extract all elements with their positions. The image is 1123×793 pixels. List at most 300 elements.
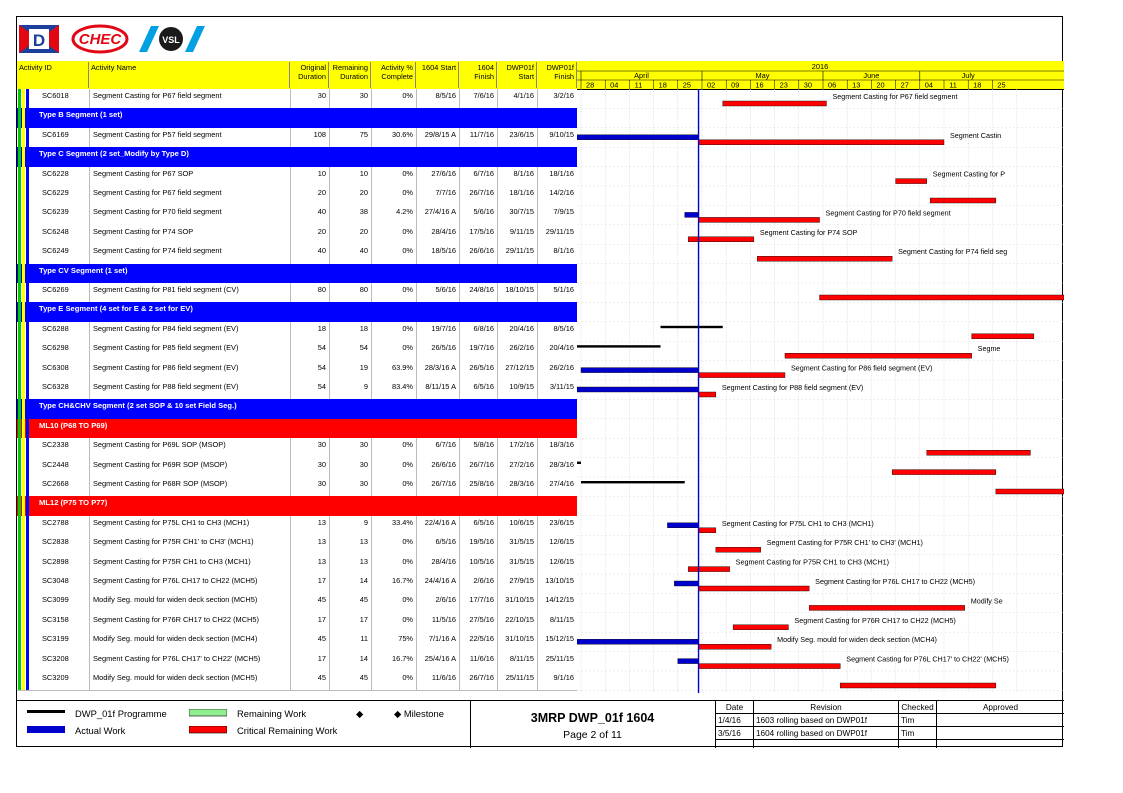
cell-start-dwp01f: 23/6/15: [497, 128, 537, 147]
d-logo-icon: [18, 24, 60, 54]
table-row[interactable]: [17, 555, 577, 575]
cell-finish-dwp01f: 28/3/16: [537, 458, 577, 477]
timeline-year: 2016: [811, 62, 829, 71]
cell-activity-id: SC3158: [42, 614, 69, 624]
table-row[interactable]: [17, 477, 577, 497]
cell-activity-percent: 4.2%: [371, 205, 416, 224]
bar-label: Segment Casting for P76R CH17 to CH22 (MCH5): [794, 615, 956, 625]
cell-remaining-duration: 9: [329, 516, 371, 535]
cell-finish-1604: 6/8/16: [459, 322, 497, 341]
cell-activity-percent: 0%: [371, 458, 416, 477]
cell-activity-id: SC6308: [42, 362, 69, 372]
critical-remaining-bar[interactable]: [699, 528, 716, 533]
legend-remaining-label: Remaining Work: [237, 708, 307, 719]
cell-finish-1604: 26/7/16: [459, 671, 497, 690]
table-row[interactable]: [17, 632, 577, 652]
bar-label: Segment Castin: [950, 130, 1002, 140]
cell-start-1604: 19/7/16: [416, 322, 459, 341]
cell-remaining-duration: 9: [329, 380, 371, 399]
cell-activity-percent: 0%: [371, 477, 416, 496]
gantt-area: [577, 89, 1064, 693]
cell-finish-dwp01f: 27/4/16: [537, 477, 577, 496]
cell-finish-1604: 17/7/16: [459, 593, 497, 612]
cell-start-1604: 2/6/16: [416, 593, 459, 612]
baseline-bar: [581, 481, 685, 483]
bar-label: Segment Casting for P74 SOP: [759, 227, 858, 237]
bar-label: Segment Casting for P75R CH1' to CH3' (MCH1): [766, 538, 923, 548]
critical-remaining-bar[interactable]: [809, 605, 965, 610]
cell-finish-dwp01f: 18/1/16: [537, 167, 577, 186]
baseline-bar: [577, 462, 581, 464]
group-header-row[interactable]: [17, 302, 577, 321]
cell-start-dwp01f: 22/10/15: [497, 613, 537, 632]
cell-remaining-duration: 19: [329, 361, 371, 380]
critical-remaining-bar[interactable]: [996, 489, 1064, 494]
cell-remaining-duration: 30: [329, 477, 371, 496]
critical-remaining-bar[interactable]: [699, 392, 716, 397]
cell-start-1604: 11/5/16: [416, 613, 459, 632]
cell-activity-name: Segment Casting for P84 field segment (EV): [89, 322, 290, 341]
cell-activity-percent: 0%: [371, 613, 416, 632]
cell-start-dwp01f: 28/3/16: [497, 477, 537, 496]
table-row[interactable]: [17, 341, 577, 361]
page-number: Page 2 of 11: [563, 729, 622, 741]
legend-critical-label: Critical Remaining Work: [237, 725, 338, 736]
critical-remaining-bar[interactable]: [892, 470, 996, 475]
rev-empty: [899, 740, 937, 748]
cell-finish-dwp01f: 23/6/15: [537, 516, 577, 535]
table-row[interactable]: [17, 283, 577, 303]
cell-remaining-duration: 20: [329, 186, 371, 205]
cell-activity-id: SC2668: [42, 479, 69, 488]
critical-remaining-bar[interactable]: [896, 179, 927, 184]
cell-remaining-duration: 13: [329, 555, 371, 574]
timeline-week: 30: [803, 80, 813, 89]
cell-original-duration: 18: [290, 322, 329, 341]
table-row[interactable]: [17, 574, 577, 594]
cell-start-dwp01f: 18/1/16: [497, 186, 537, 205]
cell-activity-percent: 0%: [371, 555, 416, 574]
cell-remaining-duration: 14: [329, 652, 371, 671]
critical-remaining-bar[interactable]: [699, 217, 820, 222]
cell-finish-1604: 6/5/16: [459, 516, 497, 535]
group-title: ML12 (P75 TO P77): [39, 498, 108, 508]
timeline-month: May: [755, 71, 770, 80]
diamond-icon: ◆: [356, 708, 364, 719]
actual-bar: [577, 135, 699, 140]
cell-activity-name: Segment Casting for P75L CH1 to CH3 (MCH1): [89, 516, 290, 535]
legend-milestone-label: ◆ Milestone: [394, 708, 444, 719]
critical-remaining-bar[interactable]: [699, 586, 810, 591]
cell-activity-id: SC6328: [42, 382, 69, 391]
cell-activity-name: Segment Casting for P67 SOP: [89, 167, 290, 186]
cell-activity-name: Segment Casting for P88 field segment (EV): [89, 380, 290, 399]
cell-finish-dwp01f: 3/11/15: [537, 380, 577, 399]
timeline-week: 23: [779, 80, 788, 89]
cell-remaining-duration: 11: [329, 632, 371, 651]
cell-activity-percent: 75%: [371, 632, 416, 651]
cell-remaining-duration: 30: [329, 438, 371, 457]
cell-finish-dwp01f: 18/3/16: [537, 438, 577, 457]
cell-activity-percent: 30.6%: [371, 128, 416, 147]
wbs-stripe: [22, 89, 25, 690]
rev-revision: 1604 rolling based on DWP01f: [754, 727, 899, 740]
table-row[interactable]: [17, 671, 577, 691]
critical-remaining-bar[interactable]: [757, 256, 892, 261]
group-title: Type E Segment (4 set for E & 2 set for EV): [39, 304, 193, 314]
timeline-week: 04: [610, 80, 619, 89]
cell-start-dwp01f: 31/5/15: [497, 535, 537, 554]
cell-original-duration: 30: [290, 477, 329, 496]
cell-original-duration: 54: [290, 341, 329, 360]
cell-original-duration: 13: [290, 516, 329, 535]
cell-activity-id: SC6229: [42, 188, 69, 197]
cell-original-duration: 108: [290, 128, 329, 147]
cell-finish-1604: 2/6/16: [459, 574, 497, 593]
cell-start-dwp01f: 27/9/15: [497, 574, 537, 593]
cell-activity-id: SC3208: [42, 653, 69, 663]
cell-original-duration: 10: [290, 167, 329, 186]
cell-finish-1604: 6/5/16: [459, 380, 497, 399]
group-header-row[interactable]: [17, 108, 577, 127]
cell-activity-name: Segment Casting for P75R CH1 to CH3 (MCH1): [89, 555, 290, 574]
cell-start-1604: 28/3/16 A: [416, 361, 459, 380]
table-row[interactable]: [17, 167, 577, 187]
legend-programme-label: DWP_01f Programme: [75, 708, 167, 719]
cell-start-1604: 7/7/16: [416, 186, 459, 205]
critical-remaining-bar[interactable]: [785, 353, 972, 358]
cell-finish-1604: 25/8/16: [459, 477, 497, 496]
cell-finish-1604: 22/5/16: [459, 632, 497, 651]
table-row[interactable]: [17, 438, 577, 458]
cell-start-1604: 27/6/16: [416, 167, 459, 186]
critical-remaining-bar[interactable]: [733, 625, 788, 630]
cell-start-1604: 5/6/16: [416, 283, 459, 302]
cell-start-1604: 26/6/16: [416, 458, 459, 477]
cell-finish-dwp01f: 7/9/15: [537, 205, 577, 224]
cell-activity-percent: 0%: [371, 671, 416, 690]
timeline-week: 20: [876, 80, 885, 89]
cell-start-dwp01f: 10/9/15: [497, 380, 537, 399]
cell-finish-dwp01f: 29/11/15: [537, 225, 577, 244]
cell-finish-1604: 17/5/16: [459, 225, 497, 244]
cell-activity-percent: 0%: [371, 341, 416, 360]
cell-activity-name: Segment Casting for P85 field segment (EV): [89, 341, 290, 360]
table-row[interactable]: [17, 380, 577, 400]
cell-start-dwp01f: 8/11/15: [497, 652, 537, 671]
cell-activity-percent: 16.7%: [371, 652, 416, 671]
rev-empty: [754, 740, 899, 748]
cell-finish-dwp01f: 8/5/16: [537, 322, 577, 341]
column-header-activity-name[interactable]: Activity Name: [89, 62, 290, 88]
cell-original-duration: 80: [290, 283, 329, 302]
bar-label: Modify Se: [970, 596, 1003, 606]
table-row[interactable]: [17, 593, 577, 613]
rev-header-approved: Approved: [937, 701, 1064, 714]
timeline-week: 27: [900, 80, 909, 89]
cell-start-dwp01f: 4/1/16: [497, 89, 537, 108]
cell-activity-id: SC3099: [42, 595, 69, 605]
cell-activity-name: Segment Casting for P76L CH17' to CH22' (MCH5): [89, 652, 290, 671]
group-header-row[interactable]: [17, 419, 577, 438]
cell-start-dwp01f: 30/7/15: [497, 205, 537, 224]
cell-activity-name: Segment Casting for P70 field segment: [89, 205, 290, 224]
timeline-week: 11: [634, 80, 643, 89]
column-header-original-duration[interactable]: Original Duration: [290, 62, 329, 88]
rev-empty: [716, 740, 754, 748]
cell-finish-1604: 19/5/16: [459, 535, 497, 554]
table-row[interactable]: [17, 652, 577, 672]
cell-finish-dwp01f: 8/11/15: [537, 613, 577, 632]
cell-activity-name: Segment Casting for P76L CH17 to CH22 (MCH5): [89, 574, 290, 593]
cell-activity-id: SC6249: [42, 246, 69, 256]
cell-activity-id: SC6248: [42, 226, 69, 236]
critical-remaining-bar[interactable]: [688, 567, 729, 572]
cell-activity-name: Modify Seg. mould for widen deck section (MCH4): [89, 632, 290, 651]
timeline-week: 13: [852, 80, 861, 89]
column-header-start-1604[interactable]: 1604 Start: [416, 62, 459, 88]
cell-original-duration: 30: [290, 89, 329, 108]
timeline-header: [577, 61, 1064, 89]
cell-activity-name: Segment Casting for P74 SOP: [89, 225, 290, 244]
cell-finish-dwp01f: 14/2/16: [537, 186, 577, 205]
rev-approved: [937, 727, 1064, 740]
cell-activity-id: SC6239: [42, 207, 69, 217]
cell-activity-percent: 0%: [371, 593, 416, 612]
timeline-week: 25: [997, 80, 1006, 89]
timeline-month: July: [961, 71, 975, 80]
cell-activity-percent: 0%: [371, 535, 416, 554]
table-row[interactable]: [17, 128, 577, 148]
actual-bar: [577, 639, 699, 644]
critical-remaining-bar[interactable]: [927, 450, 1031, 455]
cell-start-dwp01f: 26/2/16: [497, 341, 537, 360]
table-row[interactable]: [17, 244, 577, 264]
cell-remaining-duration: 18: [329, 322, 371, 341]
cell-remaining-duration: 30: [329, 89, 371, 108]
table-row[interactable]: [17, 205, 577, 225]
critical-remaining-bar[interactable]: [972, 334, 1034, 339]
cell-start-dwp01f: 18/10/15: [497, 283, 537, 302]
timeline-week: 06: [827, 80, 837, 89]
actual-bar: [577, 387, 699, 392]
group-title: Type CH&CHV Segment (2 set SOP & 10 set Field Seg.): [39, 401, 237, 411]
cell-finish-1604: 10/5/16: [459, 555, 497, 574]
cell-start-1604: 28/4/16: [416, 555, 459, 574]
cell-start-1604: 8/5/16: [416, 89, 459, 108]
cell-activity-id: SC3199: [42, 634, 69, 644]
table-row[interactable]: [17, 89, 577, 109]
table-row[interactable]: [17, 186, 577, 206]
cell-original-duration: 54: [290, 380, 329, 399]
table-row[interactable]: [17, 361, 577, 381]
cell-original-duration: 54: [290, 361, 329, 380]
actual-bar: [667, 523, 698, 528]
cell-start-dwp01f: 10/6/15: [497, 516, 537, 535]
baseline-bar: [661, 326, 723, 328]
cell-remaining-duration: 30: [329, 458, 371, 477]
cell-finish-dwp01f: 8/1/16: [537, 244, 577, 263]
timeline-week: 28: [585, 80, 595, 89]
column-header-activity-id[interactable]: Activity ID: [17, 62, 89, 88]
cell-activity-name: Segment Casting for P76R CH17 to CH22 (MCH5): [89, 613, 290, 632]
cell-start-1604: 18/5/16: [416, 244, 459, 263]
revision-table: [715, 700, 1064, 748]
column-header-finish-dwp01f[interactable]: DWP01f Finish: [537, 62, 577, 88]
cell-finish-1604: 11/6/16: [459, 652, 497, 671]
actual-bar: [581, 368, 699, 373]
cell-remaining-duration: 75: [329, 128, 371, 147]
cell-original-duration: 45: [290, 632, 329, 651]
critical-remaining-bar[interactable]: [820, 295, 1064, 300]
rev-approved: [937, 714, 1064, 727]
bar-label: Segment Casting for P75R CH1 to CH3 (MCH1): [735, 557, 890, 567]
cell-start-dwp01f: 8/1/16: [497, 167, 537, 186]
group-header-row[interactable]: [17, 496, 577, 515]
table-row[interactable]: [17, 322, 577, 342]
cell-activity-name: Segment Casting for P74 field segment: [89, 244, 290, 263]
cell-original-duration: 40: [290, 244, 329, 263]
group-header-row[interactable]: [17, 264, 577, 283]
timeline-week: 25: [682, 80, 692, 89]
group-header-row[interactable]: [17, 147, 577, 166]
cell-finish-dwp01f: 14/12/15: [537, 593, 577, 612]
cell-remaining-duration: 10: [329, 167, 371, 186]
cell-activity-percent: 0%: [371, 244, 416, 263]
actual-bar: [678, 659, 699, 664]
wbs-stripe: [18, 89, 21, 690]
cell-activity-percent: 0%: [371, 186, 416, 205]
timeline-week: 04: [924, 80, 934, 89]
critical-remaining-bar[interactable]: [699, 644, 772, 649]
cell-activity-name: Segment Casting for P69R SOP (MSOP): [89, 458, 290, 477]
table-row[interactable]: [17, 535, 577, 555]
cell-start-1604: 24/4/16 A: [416, 574, 459, 593]
bar-label: Segment Casting for P76L CH17' to CH22' (MCH5): [846, 654, 1009, 664]
critical-remaining-bar[interactable]: [723, 101, 827, 106]
cell-remaining-duration: 80: [329, 283, 371, 302]
svg-text:VSL: VSL: [162, 35, 180, 45]
group-title: Type B Segment (1 set): [39, 110, 123, 120]
cell-activity-percent: 33.4%: [371, 516, 416, 535]
critical-remaining-bar[interactable]: [930, 198, 996, 203]
critical-remaining-bar[interactable]: [840, 683, 996, 688]
table-row[interactable]: [17, 225, 577, 245]
cell-finish-dwp01f: 3/2/16: [537, 89, 577, 108]
bar-label: Segme: [977, 344, 1001, 354]
critical-remaining-bar[interactable]: [699, 140, 944, 145]
rev-header-revision: Revision: [754, 701, 899, 714]
cell-activity-id: SC6298: [42, 343, 69, 353]
cell-activity-id: SC6018: [42, 91, 69, 100]
critical-remaining-bar[interactable]: [716, 547, 761, 552]
legend: [17, 700, 471, 748]
cell-activity-id: SC2788: [42, 517, 69, 527]
cell-finish-dwp01f: 13/10/15: [537, 574, 577, 593]
column-header-start-dwp01f[interactable]: DWP01f Start: [497, 62, 537, 88]
cell-start-1604: 29/8/15 A: [416, 128, 459, 147]
bar-label: Segment Casting for P76L CH17 to CH22 (MCH5): [815, 577, 976, 586]
table-row[interactable]: [17, 613, 577, 633]
cell-activity-id: SC6288: [42, 323, 69, 333]
chec-logo-icon: [71, 24, 129, 54]
timeline-week: 09: [731, 80, 740, 89]
wbs-stripe: [26, 89, 29, 690]
cell-finish-dwp01f: 15/12/15: [537, 632, 577, 651]
column-header-finish-1604[interactable]: 1604 Finish: [459, 62, 497, 88]
cell-activity-id: SC2838: [42, 537, 69, 547]
cell-remaining-duration: 54: [329, 341, 371, 360]
column-header-activity-percent[interactable]: Activity % Complete: [371, 62, 416, 88]
cell-start-dwp01f: 27/12/15: [497, 361, 537, 380]
legend-actual-label: Actual Work: [75, 725, 126, 736]
cell-remaining-duration: 14: [329, 574, 371, 593]
cell-finish-1604: 26/7/16: [459, 186, 497, 205]
timeline-week: 18: [973, 80, 982, 89]
cell-original-duration: 40: [290, 205, 329, 224]
cell-activity-name: Segment Casting for P81 field segment (CV): [89, 283, 290, 302]
bar-label: Modify Seg. mould for widen deck section (MCH4): [777, 635, 937, 645]
cell-original-duration: 17: [290, 613, 329, 632]
table-row[interactable]: [17, 516, 577, 536]
bar-label: Segment Casting for P74 field seg: [898, 247, 1008, 257]
cell-start-1604: 22/4/16 A: [416, 516, 459, 535]
cell-activity-id: SC6169: [42, 129, 69, 139]
timeline-month: June: [863, 71, 880, 80]
cell-start-dwp01f: 17/2/16: [497, 438, 537, 457]
cell-start-dwp01f: 31/10/15: [497, 593, 537, 612]
cell-remaining-duration: 45: [329, 671, 371, 690]
critical-remaining-bar[interactable]: [699, 664, 841, 669]
cell-finish-1604: 26/5/16: [459, 361, 497, 380]
rev-header-checked: Checked: [899, 701, 937, 714]
bar-label: Segment Casting for P70 field segment: [825, 208, 951, 218]
actual-bar: [685, 212, 699, 217]
column-header-remaining-duration[interactable]: Remaining Duration: [329, 62, 371, 88]
cell-remaining-duration: 17: [329, 613, 371, 632]
cell-start-1604: 11/6/16: [416, 671, 459, 690]
cell-original-duration: 20: [290, 186, 329, 205]
group-header-row[interactable]: [17, 399, 577, 418]
cell-start-1604: 6/5/16: [416, 535, 459, 554]
table-row[interactable]: [17, 458, 577, 478]
critical-remaining-bar[interactable]: [699, 373, 785, 378]
cell-finish-1604: 24/8/16: [459, 283, 497, 302]
cell-finish-1604: 19/7/16: [459, 341, 497, 360]
cell-original-duration: 20: [290, 225, 329, 244]
cell-finish-dwp01f: 20/4/16: [537, 341, 577, 360]
cell-activity-id: SC6228: [42, 168, 69, 178]
cell-activity-name: Segment Casting for P68R SOP (MSOP): [89, 477, 290, 496]
cell-activity-name: Segment Casting for P67 field segment: [89, 89, 290, 108]
cell-activity-name: Modify Seg. mould for widen deck section (MCH5): [89, 671, 290, 690]
title-block: [470, 700, 715, 748]
svg-text:CHEC: CHEC: [78, 31, 122, 48]
cell-finish-1604: 26/7/16: [459, 458, 497, 477]
legend-actual-swatch: [27, 726, 65, 734]
cell-activity-name: Segment Casting for P69L SOP (MSOP): [89, 438, 290, 457]
cell-finish-1604: 7/6/16: [459, 89, 497, 108]
cell-start-1604: 26/7/16: [416, 477, 459, 496]
timeline-week: 11: [949, 80, 957, 89]
cell-finish-1604: 5/6/16: [459, 205, 497, 224]
cell-finish-dwp01f: 5/1/16: [537, 283, 577, 302]
cell-finish-1604: 26/6/16: [459, 244, 497, 263]
cell-activity-id: SC3209: [42, 673, 69, 682]
cell-activity-id: SC2338: [42, 440, 69, 450]
cell-activity-percent: 0%: [371, 225, 416, 244]
cell-original-duration: 13: [290, 535, 329, 554]
